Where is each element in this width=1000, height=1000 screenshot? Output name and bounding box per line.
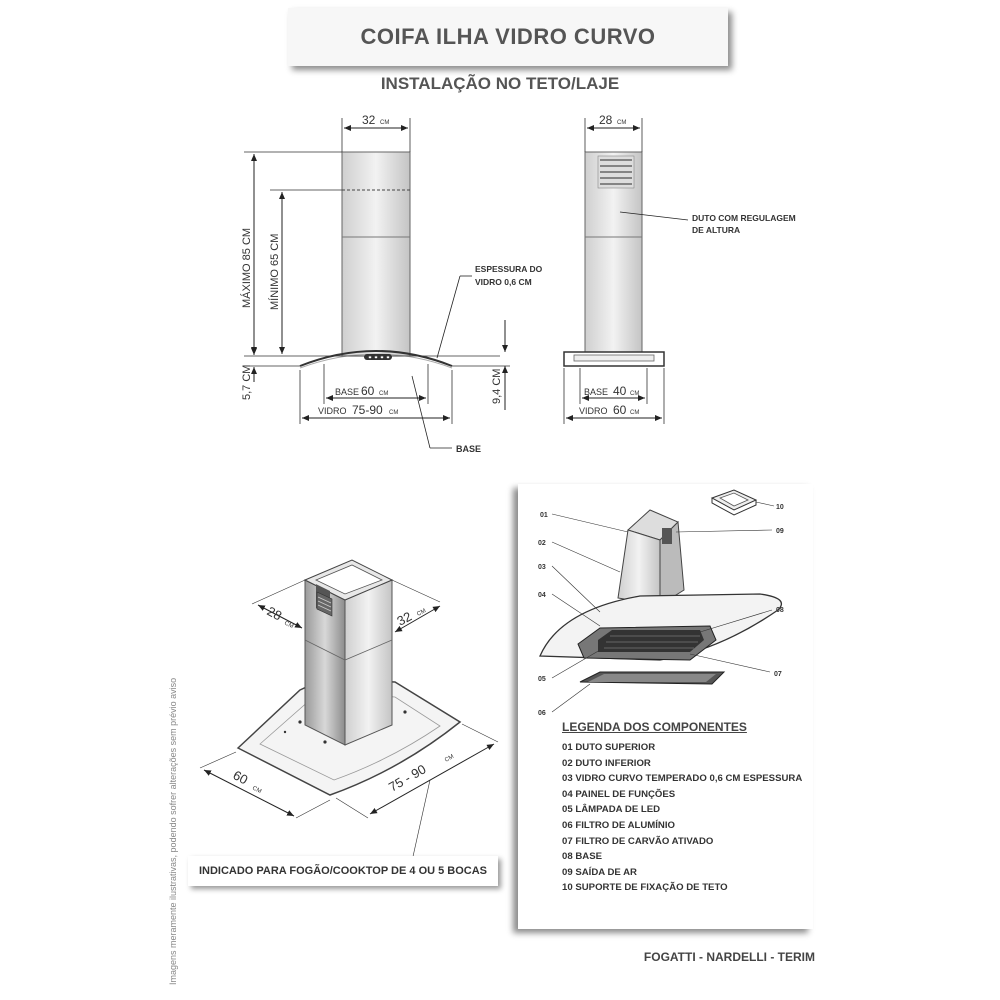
min-height-label: MÍNIMO 65 CM	[269, 233, 281, 310]
cooktop-note-box	[188, 856, 498, 886]
legend-item: 04 PAINEL DE FUNÇÕES	[562, 788, 676, 800]
side-base-word: BASE	[584, 387, 609, 397]
base-pointer-label: BASE	[456, 444, 482, 454]
callout-03: 03	[538, 564, 546, 571]
duct-note-2: DE ALTURA	[692, 225, 741, 235]
exploded-view-drawing	[518, 484, 813, 724]
front-base-unit: CM	[379, 391, 389, 397]
iso-dim-60-unit: CM	[251, 785, 263, 796]
side-glass-value: 60	[613, 403, 627, 417]
front-base-value: 60	[361, 384, 375, 398]
iso-dim-28: 28	[264, 603, 285, 624]
air-outlet-vents	[598, 156, 634, 188]
legend-item: 09 SAÍDA DE AR	[562, 866, 637, 878]
iso-dim-75-90-unit: CM	[444, 753, 456, 764]
iso-dim-28-unit: CM	[283, 620, 295, 631]
side-height-label: 9,4 CM	[491, 368, 503, 404]
duct-note-1: DUTO COM REGULAGEM	[692, 213, 796, 223]
callout-01: 01	[540, 512, 548, 519]
iso-dim-75-90: 75 - 90	[386, 761, 429, 795]
side-width-label: 28	[599, 113, 613, 127]
front-glass-word: VIDRO	[318, 406, 347, 416]
iso-duct-right	[345, 580, 392, 745]
side-base-unit: CM	[630, 391, 640, 397]
legend-item: 10 SUPORTE DE FIXAÇÃO DE TETO	[562, 882, 728, 894]
front-duct	[342, 152, 410, 356]
page-subtitle: INSTALAÇÃO NO TETO/LAJE	[380, 74, 620, 93]
legend-item: 07 FILTRO DE CARVÃO ATIVADO	[562, 835, 714, 847]
iso-dim-32-unit: CM	[416, 608, 428, 618]
legend-title: LEGENDA DOS COMPONENTES	[562, 720, 747, 734]
front-width-unit: CM	[380, 120, 390, 126]
front-base-word: BASE	[335, 387, 360, 397]
max-height-label: MÁXIMO 85 CM	[241, 227, 253, 308]
brands-footer: FOGATTI - NARDELLI - TERIM	[643, 950, 815, 964]
glass-thickness-note-2: VIDRO 0,6 CM	[475, 277, 532, 287]
components-legend	[562, 720, 802, 896]
callout-07: 07	[774, 671, 782, 678]
legend-item: 03 VIDRO CURVO TEMPERADO 0,6 CM ESPESSURA	[562, 773, 803, 785]
legend-item: 08 BASE	[562, 851, 602, 863]
disclaimer-note: Imagens meramente ilustrativas, podendo sofrer alterações sem prévio aviso	[168, 677, 178, 985]
callout-10: 10	[776, 504, 784, 511]
callout-02: 02	[538, 540, 546, 547]
callout-05: 05	[538, 676, 546, 683]
legend-item: 06 FILTRO DE ALUMÍNIO	[562, 819, 675, 831]
iso-dim-60: 60	[230, 767, 251, 788]
side-glass-unit: CM	[630, 410, 640, 416]
cooktop-note: INDICADO PARA FOGÃO/COOKTOP DE 4 OU 5 BOCAS	[198, 865, 488, 877]
legend-item: 05 LÂMPADA DE LED	[562, 804, 661, 816]
exploded-duct-lower	[618, 530, 660, 605]
front-glass-unit: CM	[389, 410, 399, 416]
side-base-value: 40	[613, 384, 627, 398]
iso-dim-32: 32	[394, 608, 415, 629]
legend-item: 02 DUTO INFERIOR	[562, 757, 651, 769]
glass-thickness-note-1: ESPESSURA DO	[475, 264, 543, 274]
callout-09: 09	[776, 528, 784, 535]
callout-08: 08	[776, 607, 784, 614]
side-glass-word: VIDRO	[579, 406, 608, 416]
front-glass-value: 75-90	[352, 403, 383, 417]
page-title: COIFA ILHA VIDRO CURVO	[360, 24, 656, 49]
ceiling-bracket	[712, 490, 756, 515]
front-width-label: 32	[362, 113, 376, 127]
base-height-label: 5,7 CM	[241, 364, 253, 400]
side-width-unit: CM	[617, 120, 627, 126]
legend-item: 01 DUTO SUPERIOR	[562, 742, 656, 753]
callout-04: 04	[538, 592, 546, 599]
isometric-view	[200, 560, 498, 870]
callout-06: 06	[538, 710, 546, 717]
